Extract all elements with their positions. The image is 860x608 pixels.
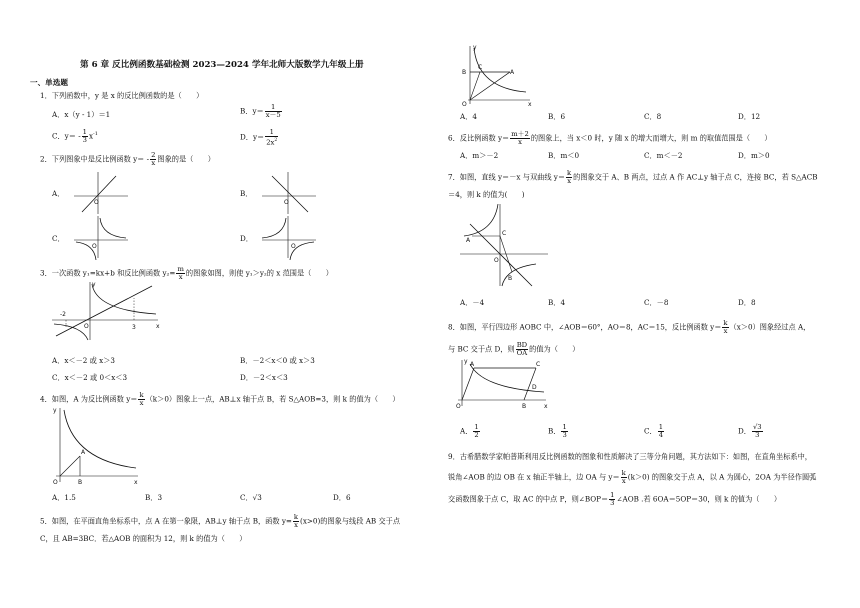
- q2-option-a: A．: [52, 189, 65, 198]
- page-title: 第 6 章 反比例函数基础检测 2023—2024 学年北师大版数学九年级上册: [80, 60, 364, 70]
- q7-label-B: B: [508, 275, 513, 282]
- q4-label-A: A: [81, 449, 86, 456]
- q3-option-d: D．－2＜x＜3: [240, 373, 288, 382]
- q3-stem: 3．一次函数 y₁=kx+b 和反比例函数 y₂= $\frac{m}{x}$ 的图象如图，则使 y₁＞y₂的 x 范围是（ ）: [40, 265, 333, 281]
- q8-option-b: B． $\frac{1}{3}$: [548, 423, 567, 439]
- q2-stem: 2．下列图象中是反比例函数 y＝ - $\frac{2}{x}$ 图象的是（ ）: [40, 151, 215, 167]
- q4-option-b: B．3: [145, 493, 163, 502]
- q2-option-c: C．: [52, 234, 65, 243]
- q1-option-c: C．y＝ - $\frac{1}{3}$ $x^{-1}$: [52, 128, 98, 144]
- q3-origin-label: O: [84, 323, 89, 330]
- q7-stem-line2: ＝4，则 k 的值为( ): [448, 190, 525, 199]
- q1-option-b: B．y＝ $\frac{1}{x-5}$: [240, 103, 281, 119]
- q7-label-A: A: [466, 237, 471, 244]
- q7-origin-label: O: [494, 257, 499, 264]
- q1-option-d: D．y＝ $\frac{1}{2x^2}$: [240, 128, 278, 147]
- q8-y-label: y: [464, 358, 468, 365]
- q3-label-3: 3: [132, 324, 136, 331]
- q9-stem-line2: 锐角∠AOB 的边 OB 在 x 轴正半轴上，边 OA 与 y＝ $\frac{k}{x}$ (k＞0) 的图象交于点 A，以 A 为圆心，2OA 为半径作圆弧: [448, 469, 817, 485]
- q5-option-a: A．4: [460, 112, 477, 121]
- q2-option-d: D．: [240, 234, 253, 243]
- q8-option-d: D． $\frac{√3}{3}$: [738, 423, 762, 439]
- q6-option-d: D．m＞0: [738, 151, 770, 160]
- q8-option-a: A． $\frac{1}{2}$: [460, 423, 479, 439]
- section-heading: 一、单选题: [30, 78, 68, 87]
- q4-label-B: B: [78, 479, 83, 486]
- q7-option-b: B．4: [548, 298, 566, 307]
- q5-label-A: A: [510, 69, 515, 76]
- q4-stem: 4．如图，A 为反比例函数 y＝ $\frac{k}{x}$ （k＞0）图象上一点，AB⊥x 轴于点 B，若 S△AOB=3，则 k 的值为（ ）: [40, 391, 400, 407]
- q5-y-label: y: [473, 44, 477, 51]
- q2-graph-a: [70, 170, 130, 216]
- q7-option-c: C．－8: [644, 298, 669, 307]
- q8-label-C: C: [536, 361, 541, 368]
- q2b-origin-label: O: [284, 199, 289, 206]
- q5-stem-line2: C，且 AB=3BC．若△AOB 的面积为 12，则 k 的值为（ ）: [40, 534, 247, 543]
- q2a-origin-label: O: [94, 199, 99, 206]
- q7-graph: [460, 202, 550, 288]
- q4-option-d: D．6: [333, 493, 351, 502]
- q3-option-a: A．x＜－2 或 x＞3: [52, 356, 115, 365]
- q3-y-label: y: [92, 281, 96, 288]
- q2-graph-b: [258, 170, 318, 216]
- q9-stem-line1: 9．古希腊数学家帕普斯利用反比例函数的图象和性质解决了三等分角问题，其方法如下：如图，在直角坐标系中，: [448, 452, 812, 461]
- q5-label-B: B: [462, 69, 467, 76]
- q9-stem-line3: 交函数图象于点 C，取 AC 的中点 P，则∠BOP＝ $\frac{1}{3}$ ∠AOB .若 6OA＝5OP＝30，则 k 的值为（ ）: [448, 491, 782, 507]
- q2-graph-d: [258, 214, 318, 260]
- q8-x-label: x: [544, 403, 548, 410]
- q3-label-neg2: -2: [60, 311, 66, 318]
- q2-option-b: B．: [240, 189, 253, 198]
- q7-option-a: A．－4: [460, 298, 485, 307]
- q7-label-C: C: [502, 230, 507, 237]
- q2d-origin-label: O: [291, 243, 296, 250]
- q3-option-b: B．－2＜x＜0 或 x＞3: [240, 356, 315, 365]
- q8-origin-label: O: [456, 403, 461, 410]
- q8-graph: [454, 358, 550, 410]
- q3-x-label: x: [156, 323, 160, 330]
- q2-graph-c: [70, 214, 130, 260]
- q5-option-b: B．6: [548, 112, 566, 121]
- q3-graph: [52, 280, 162, 342]
- q5-label-C: C: [478, 64, 483, 71]
- q7-stem-line1: 7．如图，直线 y＝－x 与双曲线 y＝ $\frac{k}{x}$ 的图象交于 A、B 两点，过点 A 作 AC⊥y 轴于点 C，连接 BC，若 S△ACB: [448, 169, 818, 185]
- q6-option-b: B．m＜0: [548, 151, 580, 160]
- q4-option-a: A．1.5: [52, 493, 76, 502]
- q5-x-label: x: [528, 101, 532, 108]
- q5-origin-label: O: [462, 101, 467, 108]
- q5-stem-line1: 5．如图，在平面直角坐标系中，点 A 在第一象限，AB⊥y 轴于点 B，函数 y= $\frac{k}{x}$ (x>0)的图象与线段 AB 交于点: [40, 513, 401, 529]
- q8-stem-line2: 与 BC 交于点 D，则 $\frac{BD}{OA}$ 的值为（ ）: [448, 341, 580, 357]
- q4-graph: [50, 406, 140, 486]
- q5-option-c: C．8: [644, 112, 662, 121]
- q6-stem: 6．反比例函数 y＝ $\frac{m+2}{x}$ 的图象上，当 x＜0 时，y 随 x 的增大而增大，则 m 的取值范围是（ ）: [448, 130, 772, 146]
- q3-option-c: C．x＜－2 或 0＜x＜3: [52, 373, 128, 382]
- q5-graph: [456, 44, 534, 106]
- q1-option-a: A．x（y - 1）＝1: [52, 110, 111, 119]
- q8-label-B: B: [522, 403, 527, 410]
- q6-option-a: A．m＞－2: [460, 151, 499, 160]
- q8-label-D: D: [532, 384, 537, 391]
- q1-stem: 1．下列函数中，y 是 x 的反比例函数的是（ ）: [40, 91, 204, 100]
- q8-option-c: C． $\frac{1}{4}$: [644, 423, 664, 439]
- q2c-origin-label: O: [92, 243, 97, 250]
- q4-y-label: y: [53, 407, 57, 414]
- q5-option-d: D．12: [738, 112, 761, 121]
- q8-stem-line1: 8．如图，平行四边形 AOBC 中，∠AOB＝60°，AO＝8，AC＝15，反比例函数 y＝ $\frac{k}{x}$ （x＞0）图象经过点 A，: [448, 319, 811, 335]
- q6-option-c: C．m＜－2: [644, 151, 683, 160]
- q4-origin-label: O: [53, 479, 58, 486]
- q7-option-d: D．8: [738, 298, 756, 307]
- q8-label-A: A: [470, 361, 475, 368]
- q4-option-c: C．√3: [240, 493, 262, 502]
- q4-x-label: x: [134, 479, 138, 486]
